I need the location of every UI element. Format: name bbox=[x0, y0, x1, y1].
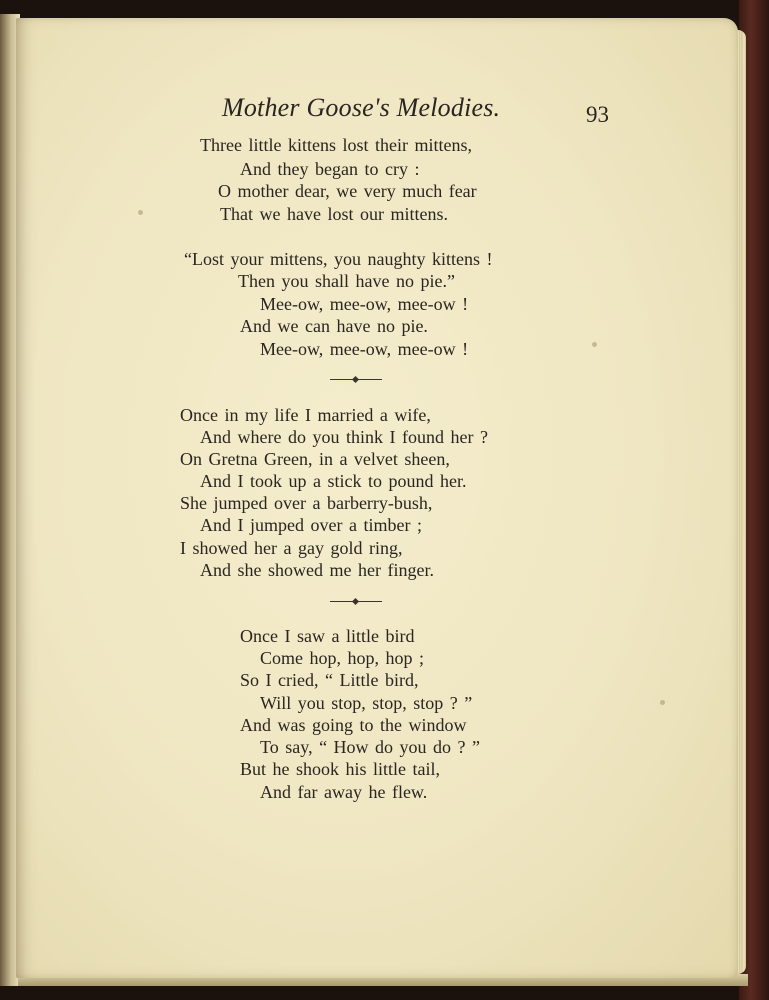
page-number: 93 bbox=[586, 102, 609, 127]
poem-line: Come hop, hop, hop ; bbox=[260, 648, 424, 668]
poem-line: She jumped over a barberry-bush, bbox=[180, 493, 433, 513]
poem-line: Will you stop, stop, stop ? ” bbox=[260, 693, 473, 713]
poem-line: Once I saw a little bird bbox=[240, 626, 415, 646]
paper-blemish bbox=[138, 210, 143, 215]
poem-line: I showed her a gay gold ring, bbox=[180, 538, 403, 558]
poem-line: And I took up a stick to pound her. bbox=[200, 471, 467, 491]
poem-line: “Lost your mittens, you naughty kittens ! bbox=[184, 249, 493, 269]
paper-blemish bbox=[660, 700, 665, 705]
poem-line: To say, “ How do you do ? ” bbox=[260, 737, 481, 757]
poem-line: And we can have no pie. bbox=[240, 316, 428, 336]
poem-line: And where do you think I found her ? bbox=[200, 427, 488, 447]
poem-line: But he shook his little tail, bbox=[240, 759, 440, 779]
poem-line: On Gretna Green, in a velvet sheen, bbox=[180, 449, 450, 469]
poem-line: That we have lost our mittens. bbox=[220, 204, 448, 224]
poem-line: Once in my life I married a wife, bbox=[180, 405, 431, 425]
section-divider-ornament bbox=[330, 377, 382, 383]
poem-line: Mee-ow, mee-ow, mee-ow ! bbox=[260, 339, 469, 359]
poem-line: So I cried, “ Little bird, bbox=[240, 670, 419, 690]
poem-line: And far away he flew. bbox=[260, 782, 428, 802]
poem-line: And she showed me her finger. bbox=[200, 560, 434, 580]
poem-line: And they began to cry : bbox=[240, 159, 420, 179]
poem-line: Mee-ow, mee-ow, mee-ow ! bbox=[260, 294, 469, 314]
poem-line: Three little kittens lost their mittens, bbox=[200, 135, 472, 155]
poem-line: O mother dear, we very much fear bbox=[218, 181, 477, 201]
section-divider-ornament bbox=[330, 599, 382, 605]
running-head-title: Mother Goose's Melodies. bbox=[222, 93, 501, 122]
poem-line: Then you shall have no pie.” bbox=[238, 271, 455, 291]
poem-line: And was going to the window bbox=[240, 715, 467, 735]
paper-blemish bbox=[592, 342, 597, 347]
poem-line: And I jumped over a timber ; bbox=[200, 515, 422, 535]
